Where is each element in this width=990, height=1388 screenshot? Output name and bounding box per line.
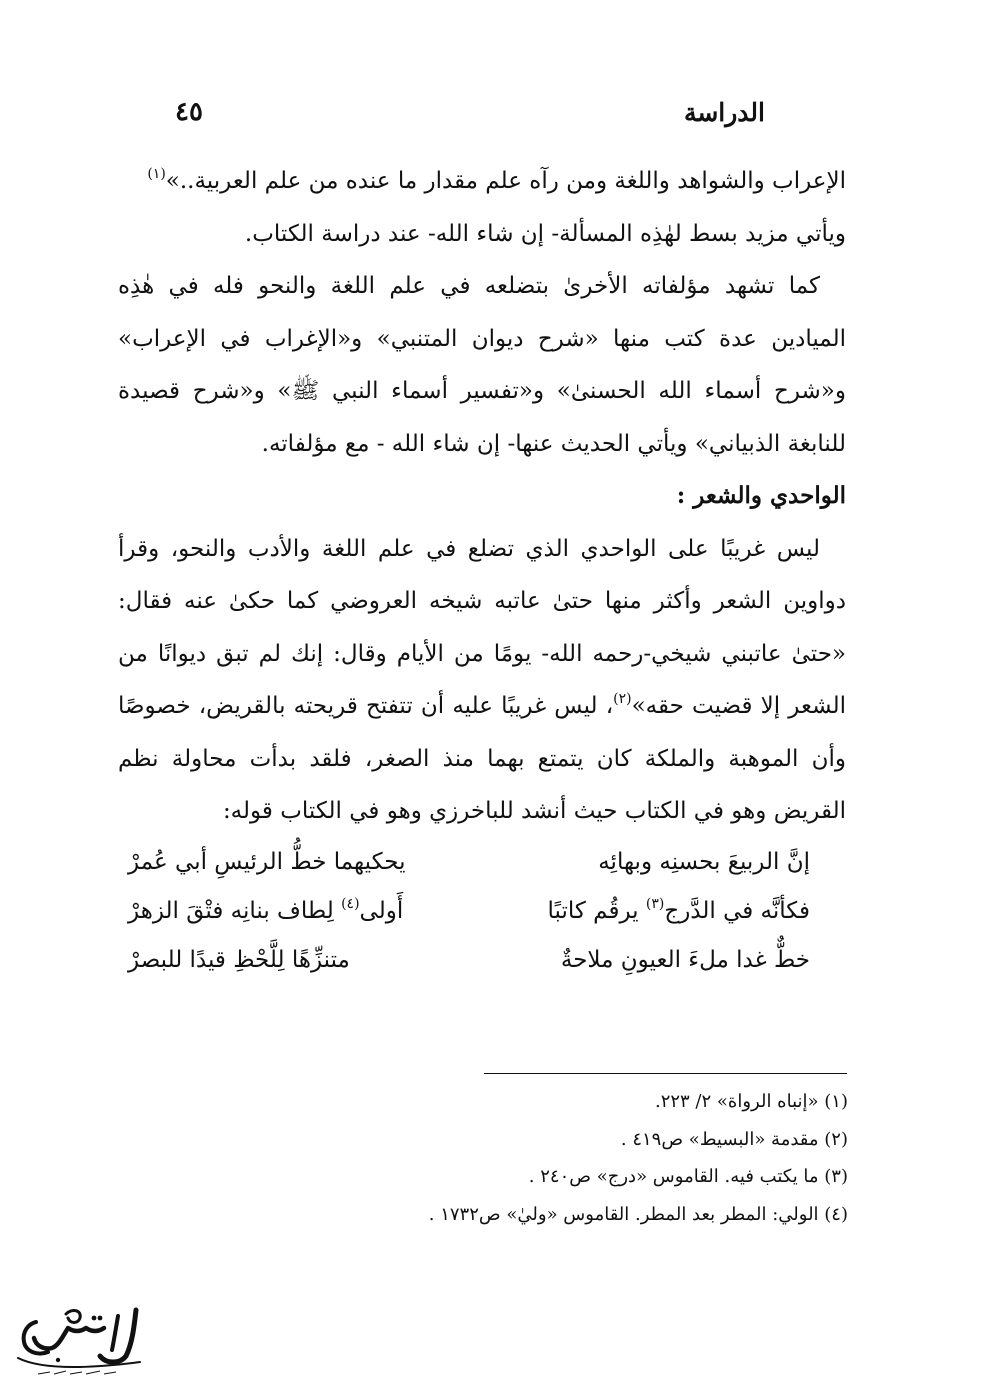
footnote-separator xyxy=(484,1073,847,1074)
paragraph-1 xyxy=(118,155,846,260)
hemistich-text: لِطاف بنانِه فتْقَ الزهرْ xyxy=(128,897,342,924)
footnote-item: (٤) الولي: المطر بعد المطر. القاموس «وليٰ» ص١٧٣٢ . xyxy=(428,1203,848,1225)
footnote-item: (٢) مقدمة «البسيط» ص٤١٩ . xyxy=(620,1128,848,1150)
footnote-item: (١) «إنباه الرواة» ٢/ ٢٢٣. xyxy=(654,1091,848,1112)
paragraph-3 xyxy=(118,523,846,838)
hemistich-right: خطٌّ غدا ملءَ العيونِ ملاحةٌ xyxy=(560,946,810,973)
hemistich-right: إنَّ الربيعَ بحسنِه وبهائِه xyxy=(598,848,810,875)
paragraph-3-part-1: ليس غريبًا على الواحدي الذي تضلع في علم اللغة والأدب والنحو، وقرأ دواوين الشعر وأكثر منها حتىٰ عاتبه شيخه العروضي كما حكىٰ عنه فقال: «حتىٰ عاتبني شيخي-رحمه الله- يومًا من الأيام وقال: إنك لم تبق ديوانًا من الشعر إلا قضيت حقه» xyxy=(118,535,846,719)
poem xyxy=(118,838,846,985)
hemistich-left: متنزِّهًا لِلَّحْظِ قيدًا للبصرْ xyxy=(128,946,350,973)
footnote-ref-4: (٤) xyxy=(341,895,360,912)
paragraph-1-line-2: ويأتي مزيد بسط لهٰذِه المسألة- إن شاء الله- عند دراسة الكتاب. xyxy=(244,220,846,247)
poem-verse xyxy=(118,936,846,985)
footnote-ref-2: (٢) xyxy=(613,691,632,708)
hemistich-left xyxy=(128,887,403,936)
page-header xyxy=(175,92,765,132)
hemistich-right xyxy=(548,887,810,936)
body-text xyxy=(118,155,846,985)
paragraph-3-part-2: ، ليس غريبًا عليه أن تتفتح قريحته بالقريض، خصوصًا وأن الموهبة والملكة كان يتمتع بهما منذ الصغر، فلقد بدأت محاولة نظم القريض وهو في الكتاب حيث أنشد للباخرزي وهو في الكتاب قوله: xyxy=(118,693,846,824)
hemistich-text: فكأنَّه في الدَّرج xyxy=(664,897,810,924)
poem-verse xyxy=(118,887,846,936)
footnote-item: (٣) ما يكتب فيه. القاموس «درج» ص٢٤٠ . xyxy=(528,1166,848,1187)
hemistich-text: يرقُم كاتبًا xyxy=(547,897,646,924)
paragraph-2: كما تشهد مؤلفاته الأخرىٰ بتضلعه في علم اللغة والنحو فله في هٰذِه الميادين عدة كتب منها «شرح ديوان المتنبي» و«الإغراب في الإعراب» و«شرح أسماء الله الحسنىٰ» و«تفسير أسماء النبي ﷺ» و«شرح قصيدة للنابغة الذبياني» ويأتي الحديث عنها- إن شاء الله - مع مؤلفاته. xyxy=(118,273,846,457)
publisher-logo xyxy=(8,1298,148,1380)
paragraph-1-line-1: الإعراب والشواهد واللغة ومن رآه علم مقدار ما عنده من علم العربية..» xyxy=(165,168,846,194)
poem-verse xyxy=(118,838,846,887)
footnote-ref-3: (٣) xyxy=(645,895,665,912)
footnotes xyxy=(248,1083,848,1233)
footnote-ref-1: (١) xyxy=(147,166,166,183)
hemistich-text: أَولى xyxy=(359,897,404,924)
running-head: الدراسة xyxy=(683,97,765,127)
section-heading: الواحدي والشعر : xyxy=(676,482,846,509)
page-number: ٤٥ xyxy=(175,97,203,127)
hemistich-left: يحكيهما خطُّ الرئيسِ أبي عُمرْ xyxy=(128,848,406,875)
